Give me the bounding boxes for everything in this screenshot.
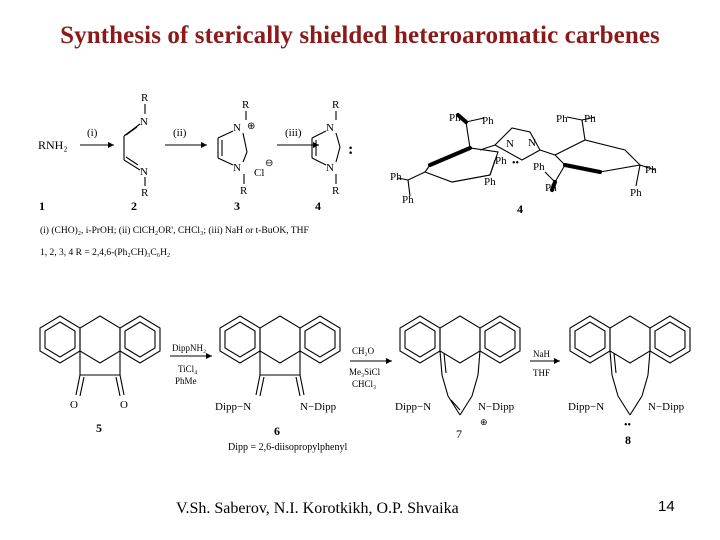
dipp-definition: Dipp = 2,6-diisopropylphenyl	[228, 442, 348, 453]
start-amine: RNH₂	[38, 138, 68, 152]
svg-text:N: N	[528, 137, 536, 149]
svg-text:N: N	[140, 166, 148, 178]
phenanthrene-diimine-structure	[220, 316, 340, 396]
svg-text:R: R	[141, 187, 149, 199]
reagent-nah: NaH	[533, 349, 550, 359]
svg-text:Cl: Cl	[254, 167, 265, 179]
compound-number-4-3d-label: 4	[517, 202, 523, 216]
svg-text::: :	[348, 141, 354, 158]
svg-text:Ph: Ph	[533, 161, 545, 173]
page-number: 14	[658, 498, 675, 515]
svg-text:Ph: Ph	[449, 112, 461, 124]
svg-text:R: R	[141, 92, 149, 104]
compound-number-3-label: 3	[234, 199, 240, 213]
svg-text:Ph: Ph	[484, 176, 496, 188]
reagent-ticl4: TiCl₄	[178, 364, 198, 374]
n-dipp-right-7: N−Dipp	[478, 401, 515, 413]
compound-number-5-label: 5	[96, 421, 102, 435]
svg-text:R: R	[332, 99, 340, 111]
reagent-chcl3: CHCl₃	[352, 379, 377, 389]
svg-text:R: R	[242, 99, 250, 111]
svg-text:N: N	[140, 116, 148, 128]
slide-title: Synthesis of sterically shielded heteroaromatic carbenes	[60, 22, 660, 49]
svg-text:Ph: Ph	[390, 171, 402, 183]
arrow-head-i	[108, 142, 114, 148]
svg-text:Ph: Ph	[495, 155, 507, 167]
dipp-n-left-6: Dipp−N	[215, 401, 252, 413]
dipp-n-left-7: Dipp−N	[395, 401, 432, 413]
svg-text:Ph: Ph	[402, 194, 414, 206]
arrow-head-6-7	[386, 358, 392, 364]
compound-number-7-label: 7	[456, 427, 462, 441]
reagent-me3sicl: Me₃SiCl	[349, 367, 381, 377]
svg-text:O: O	[120, 399, 128, 411]
svg-text:••: ••	[624, 420, 632, 431]
carbene-structure	[312, 99, 353, 197]
scheme1-conditions: (i) (CHO)₂, i-PrOH; (ii) ClCH₂OR', CHCl₃; (iii) NaH or t-BuOK, THF	[40, 226, 309, 236]
svg-text:••: ••	[512, 158, 520, 169]
r-definition: 1, 2, 3, 4 R = 2,4,6-(Ph₂CH)₃C₆H₂	[40, 248, 171, 258]
compound-number-2-label: 2	[131, 199, 137, 213]
svg-text:Ph: Ph	[545, 182, 557, 194]
compound-number-8-label: 8	[625, 433, 631, 447]
compound-number-4-label: 4	[315, 199, 321, 213]
phenanthrenequinone-structure	[40, 316, 160, 411]
n-dipp-right-8: N−Dipp	[648, 401, 685, 413]
compound-number-6-label: 6	[274, 424, 280, 438]
step-label-iii: (iii)	[285, 127, 302, 139]
svg-text:R: R	[240, 185, 248, 197]
svg-text:O: O	[70, 399, 78, 411]
phenanthroimidazolylidene-structure	[570, 316, 690, 431]
compound-number-1-label: 1	[39, 199, 45, 213]
shielded-carbene-3d	[390, 112, 657, 206]
step-label-i: (i)	[87, 127, 98, 139]
svg-text:Ph: Ph	[556, 113, 568, 125]
reagent-dippnh2: DippNH₂	[172, 343, 207, 353]
reagent-thf: THF	[533, 368, 551, 378]
svg-text:Ph: Ph	[645, 164, 657, 176]
svg-text:Ph: Ph	[584, 113, 596, 125]
reagent-ch2o: CH₂O	[352, 346, 375, 356]
svg-text:⊖: ⊖	[265, 158, 274, 169]
slide-authors: V.Sh. Saberov, N.I. Korotkikh, O.P. Shvaika	[176, 500, 459, 517]
n-dipp-right-6: N−Dipp	[300, 401, 337, 413]
svg-text:N: N	[506, 138, 514, 150]
svg-text:Ph: Ph	[630, 187, 642, 199]
svg-text:⊕: ⊕	[247, 121, 256, 132]
imidazolium-salt-structure	[218, 99, 273, 197]
svg-text:N: N	[233, 122, 241, 134]
svg-text:R: R	[332, 185, 340, 197]
svg-text:N: N	[326, 122, 334, 134]
dipp-n-left-8: Dipp−N	[568, 401, 605, 413]
svg-text:N: N	[233, 162, 241, 174]
svg-text:Ph: Ph	[482, 115, 494, 127]
arrow-head-5-6	[206, 353, 212, 359]
cation-charge-7: ⊕	[480, 417, 488, 427]
arrow-head-7-8	[554, 358, 560, 364]
svg-text:N: N	[326, 162, 334, 174]
reagent-phme: PhMe	[175, 376, 197, 386]
diimine-structure	[124, 92, 149, 199]
arrow-head-ii	[201, 142, 207, 148]
step-label-ii: (ii)	[173, 127, 187, 139]
